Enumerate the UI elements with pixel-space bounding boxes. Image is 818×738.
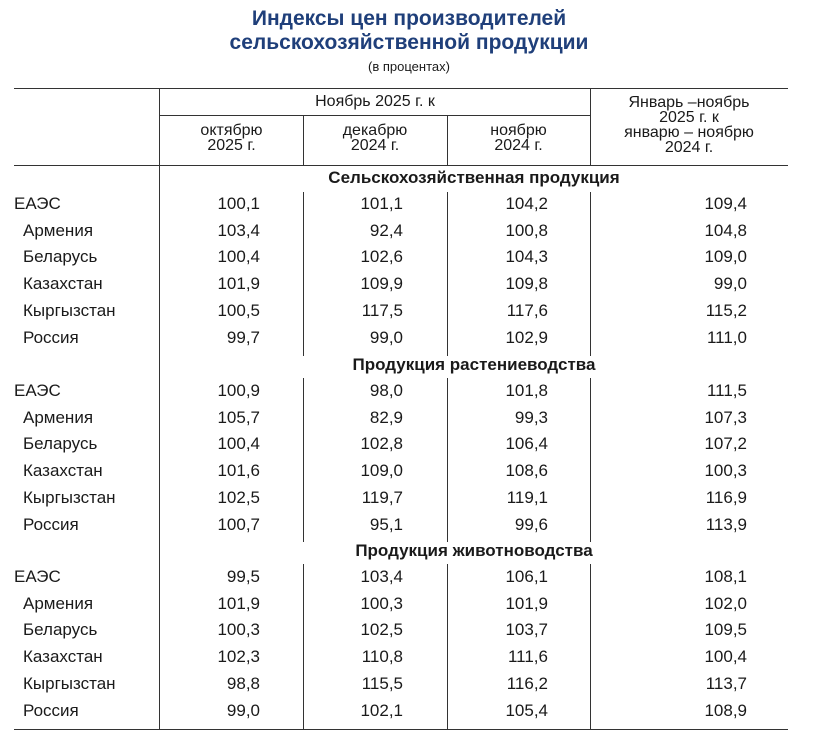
value-cell: 117,5 xyxy=(361,300,403,320)
value-cell: 100,5 xyxy=(217,300,260,320)
header-group-label xyxy=(160,94,590,109)
value-cell: 116,9 xyxy=(705,487,747,507)
row-label: Россия xyxy=(23,514,79,534)
row-label: Кыргызстан xyxy=(23,487,116,507)
section-title: Продукция растениеводства xyxy=(352,355,596,374)
value-cell: 99,3 xyxy=(514,407,548,427)
value-cell: 111,0 xyxy=(706,327,747,347)
page-title-line2: сельскохозяйственной продукции xyxy=(229,31,589,54)
value-cell: 101,9 xyxy=(505,593,548,613)
row-label: Беларусь xyxy=(23,247,98,267)
value-cell: 102,5 xyxy=(217,487,260,507)
value-cell: 101,9 xyxy=(217,274,260,294)
value-cell: 82,9 xyxy=(369,407,403,427)
value-cell: 103,4 xyxy=(360,567,403,586)
value-cell: 109,4 xyxy=(704,194,747,213)
header-col3 xyxy=(447,123,590,153)
value-cell: 104,8 xyxy=(704,220,747,240)
header-col3-line2: 2024 г. xyxy=(494,137,543,154)
header-col4-line2: 2025 г. к xyxy=(659,109,719,126)
header-col2-line1: декабрю xyxy=(342,122,408,139)
value-cell: 117,6 xyxy=(506,300,548,320)
row-label: Армения xyxy=(23,407,94,427)
value-cell: 119,1 xyxy=(506,487,548,507)
value-cell: 100,9 xyxy=(217,381,260,400)
value-cell: 115,5 xyxy=(361,673,403,693)
value-cell: 108,9 xyxy=(704,700,747,720)
value-cell: 104,2 xyxy=(505,194,548,213)
value-cell: 100,3 xyxy=(217,620,260,640)
row-label: Кыргызстан xyxy=(23,300,116,320)
value-cell: 111,5 xyxy=(706,381,747,400)
header-col4-line3: январю – ноябрю xyxy=(624,124,754,141)
row-label: Казахстан xyxy=(23,461,103,481)
value-cell: 109,8 xyxy=(505,274,548,294)
value-cell: 95,1 xyxy=(369,514,403,534)
section-title: Сельскохозяйственная продукция xyxy=(328,168,620,187)
value-cell: 101,8 xyxy=(505,381,548,400)
header-col4-line4: 2024 г. xyxy=(664,139,714,156)
value-cell: 105,4 xyxy=(505,700,548,720)
value-cell: 102,5 xyxy=(360,620,403,640)
value-cell: 100,8 xyxy=(505,220,548,240)
value-cell: 108,1 xyxy=(704,567,747,586)
value-cell: 106,4 xyxy=(505,434,548,454)
value-cell: 100,3 xyxy=(360,593,403,613)
row-label: ЕАЭС xyxy=(14,567,61,586)
value-cell: 109,5 xyxy=(704,620,747,640)
value-cell: 110,8 xyxy=(361,647,403,667)
value-cell: 99,6 xyxy=(514,514,548,534)
value-cell: 105,7 xyxy=(217,407,260,427)
value-cell: 98,8 xyxy=(226,673,260,693)
value-cell: 99,0 xyxy=(226,700,260,720)
value-cell: 109,9 xyxy=(360,274,403,294)
section-title: Продукция животноводства xyxy=(355,541,593,560)
value-cell: 106,1 xyxy=(505,567,548,586)
value-cell: 99,0 xyxy=(713,274,747,294)
header-col4 xyxy=(590,95,788,155)
value-cell: 107,2 xyxy=(704,434,747,454)
value-cell: 102,9 xyxy=(505,327,548,347)
value-cell: 115,2 xyxy=(705,300,747,320)
value-cell: 100,4 xyxy=(217,434,260,454)
row-label: ЕАЭС xyxy=(14,381,61,400)
value-cell: 101,9 xyxy=(217,593,260,613)
value-cell: 103,4 xyxy=(217,220,260,240)
value-cell: 102,6 xyxy=(360,247,403,267)
table-bottom-border xyxy=(14,729,788,730)
value-cell: 101,6 xyxy=(217,461,260,481)
value-cell: 108,6 xyxy=(505,461,548,481)
value-cell: 100,4 xyxy=(704,647,747,667)
header-col1 xyxy=(160,123,303,153)
value-cell: 102,8 xyxy=(360,434,403,454)
value-cell: 109,0 xyxy=(360,461,403,481)
value-cell: 99,5 xyxy=(226,567,260,586)
units-note: (в процентах) xyxy=(368,59,450,74)
value-cell: 92,4 xyxy=(369,220,403,240)
row-label: Армения xyxy=(23,593,94,613)
value-cell: 113,7 xyxy=(705,673,747,693)
value-cell: 101,1 xyxy=(360,194,403,213)
value-cell: 102,3 xyxy=(217,647,260,667)
value-cell: 103,7 xyxy=(505,620,548,640)
value-cell: 98,0 xyxy=(369,381,403,400)
row-label: Беларусь xyxy=(23,434,98,454)
value-cell: 116,2 xyxy=(506,673,548,693)
header-group-text: Ноябрь 2025 г. к xyxy=(315,93,435,110)
value-cell: 100,7 xyxy=(217,514,260,534)
value-cell: 99,7 xyxy=(226,327,260,347)
table-top-border xyxy=(14,88,788,89)
row-label: Беларусь xyxy=(23,620,98,640)
row-label: Казахстан xyxy=(23,274,103,294)
value-cell: 119,7 xyxy=(361,487,403,507)
value-cell: 100,4 xyxy=(217,247,260,267)
group-header-divider xyxy=(160,115,590,116)
value-cell: 111,6 xyxy=(507,647,548,667)
value-cell: 107,3 xyxy=(704,407,747,427)
value-cell: 100,3 xyxy=(704,461,747,481)
row-label: Кыргызстан xyxy=(23,673,116,693)
header-col1-line1: октябрю xyxy=(200,122,263,139)
header-bottom-border xyxy=(14,165,788,166)
header-col2 xyxy=(303,123,447,153)
value-cell: 102,0 xyxy=(704,593,747,613)
row-label: ЕАЭС xyxy=(14,194,61,213)
header-col4-line1: Январь –ноябрь xyxy=(628,94,750,111)
value-cell: 113,9 xyxy=(705,514,747,534)
value-cell: 104,3 xyxy=(505,247,548,267)
header-col3-line1: ноябрю xyxy=(490,122,547,139)
row-label: Казахстан xyxy=(23,647,103,667)
row-label: Россия xyxy=(23,327,79,347)
row-label: Россия xyxy=(23,700,79,720)
value-cell: 102,1 xyxy=(360,700,403,720)
header-col1-line2: 2025 г. xyxy=(207,137,256,154)
row-label: Армения xyxy=(23,220,94,240)
page-title: Индексы цен производителей xyxy=(251,7,567,30)
header-col2-line2: 2024 г. xyxy=(350,137,400,154)
value-cell: 109,0 xyxy=(704,247,747,267)
value-cell: 99,0 xyxy=(369,327,403,347)
value-cell: 100,1 xyxy=(217,194,260,213)
